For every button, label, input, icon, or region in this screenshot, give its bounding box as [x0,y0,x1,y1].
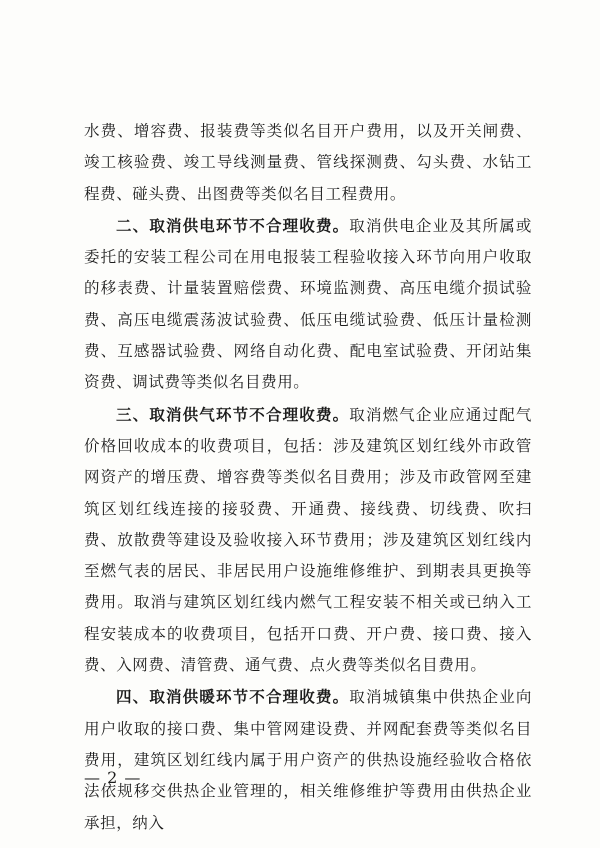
page-number: — 2 — [84,768,142,787]
paragraph-electricity [84,210,532,399]
section-heading-electricity: 二、取消供电环节不合理收费。 [116,215,350,235]
paragraph-heating [84,681,532,838]
document-body [84,116,532,839]
paragraph-text: 取消供电企业及其所属或委托的安装工程公司在用电报装工程验收接入环节向用户收取的移表费、计量装置赔偿费、环境监测费、高压电缆介损试验费、高压电缆震荡波试验费、低压电缆试验费、低压计量检测费、互感器试验费、网络自动化费、配电室试验费、开闭站集资费、调试费等类似名目费用。 [84,216,533,392]
paragraph-continuation [84,116,532,210]
section-heading-gas: 三、取消供气环节不合理收费。 [116,404,350,424]
paragraph-text: 取消城镇集中供热企业向用户收取的接口费、集中管网建设费、并网配套费等类似名目费用，建筑区划红线内属于用户资产的供热设施经验收合格依法依规移交供热企业管理的，相关维修维护等费用由供热企业承担，纳入 [84,688,533,832]
paragraph-text: 水费、增容费、报装费等类似名目开户费用，以及开关闸费、竣工核验费、竣工导线测量费、管线探测费、勾头费、水钻工程费、碰头费、出图费等类似名目工程费用。 [84,122,532,203]
section-heading-heating: 四、取消供暖环节不合理收费。 [116,687,350,707]
paragraph-text: 取消燃气企业应通过配气价格回收成本的收费项目，包括：涉及建筑区划红线外市政管网资产的增压费、增容费等类似名目费用；涉及市政管网至建筑区划红线连接的接驳费、开通费、接线费、切线费、吹扫费、放散费等建设及验收接入环节费用；涉及建筑区划红线内至燃气表的居民、非居民用户设施维修维护、到期表具更换等费用。取消与建筑区划红线内燃气工程安装不相关或已纳入工程安装成本的收费项目，包括开口费、开户费、接口费、接入费、入网费、清管费、通气费、点火费等类似名目费用。 [84,405,533,675]
paragraph-gas [84,399,532,682]
